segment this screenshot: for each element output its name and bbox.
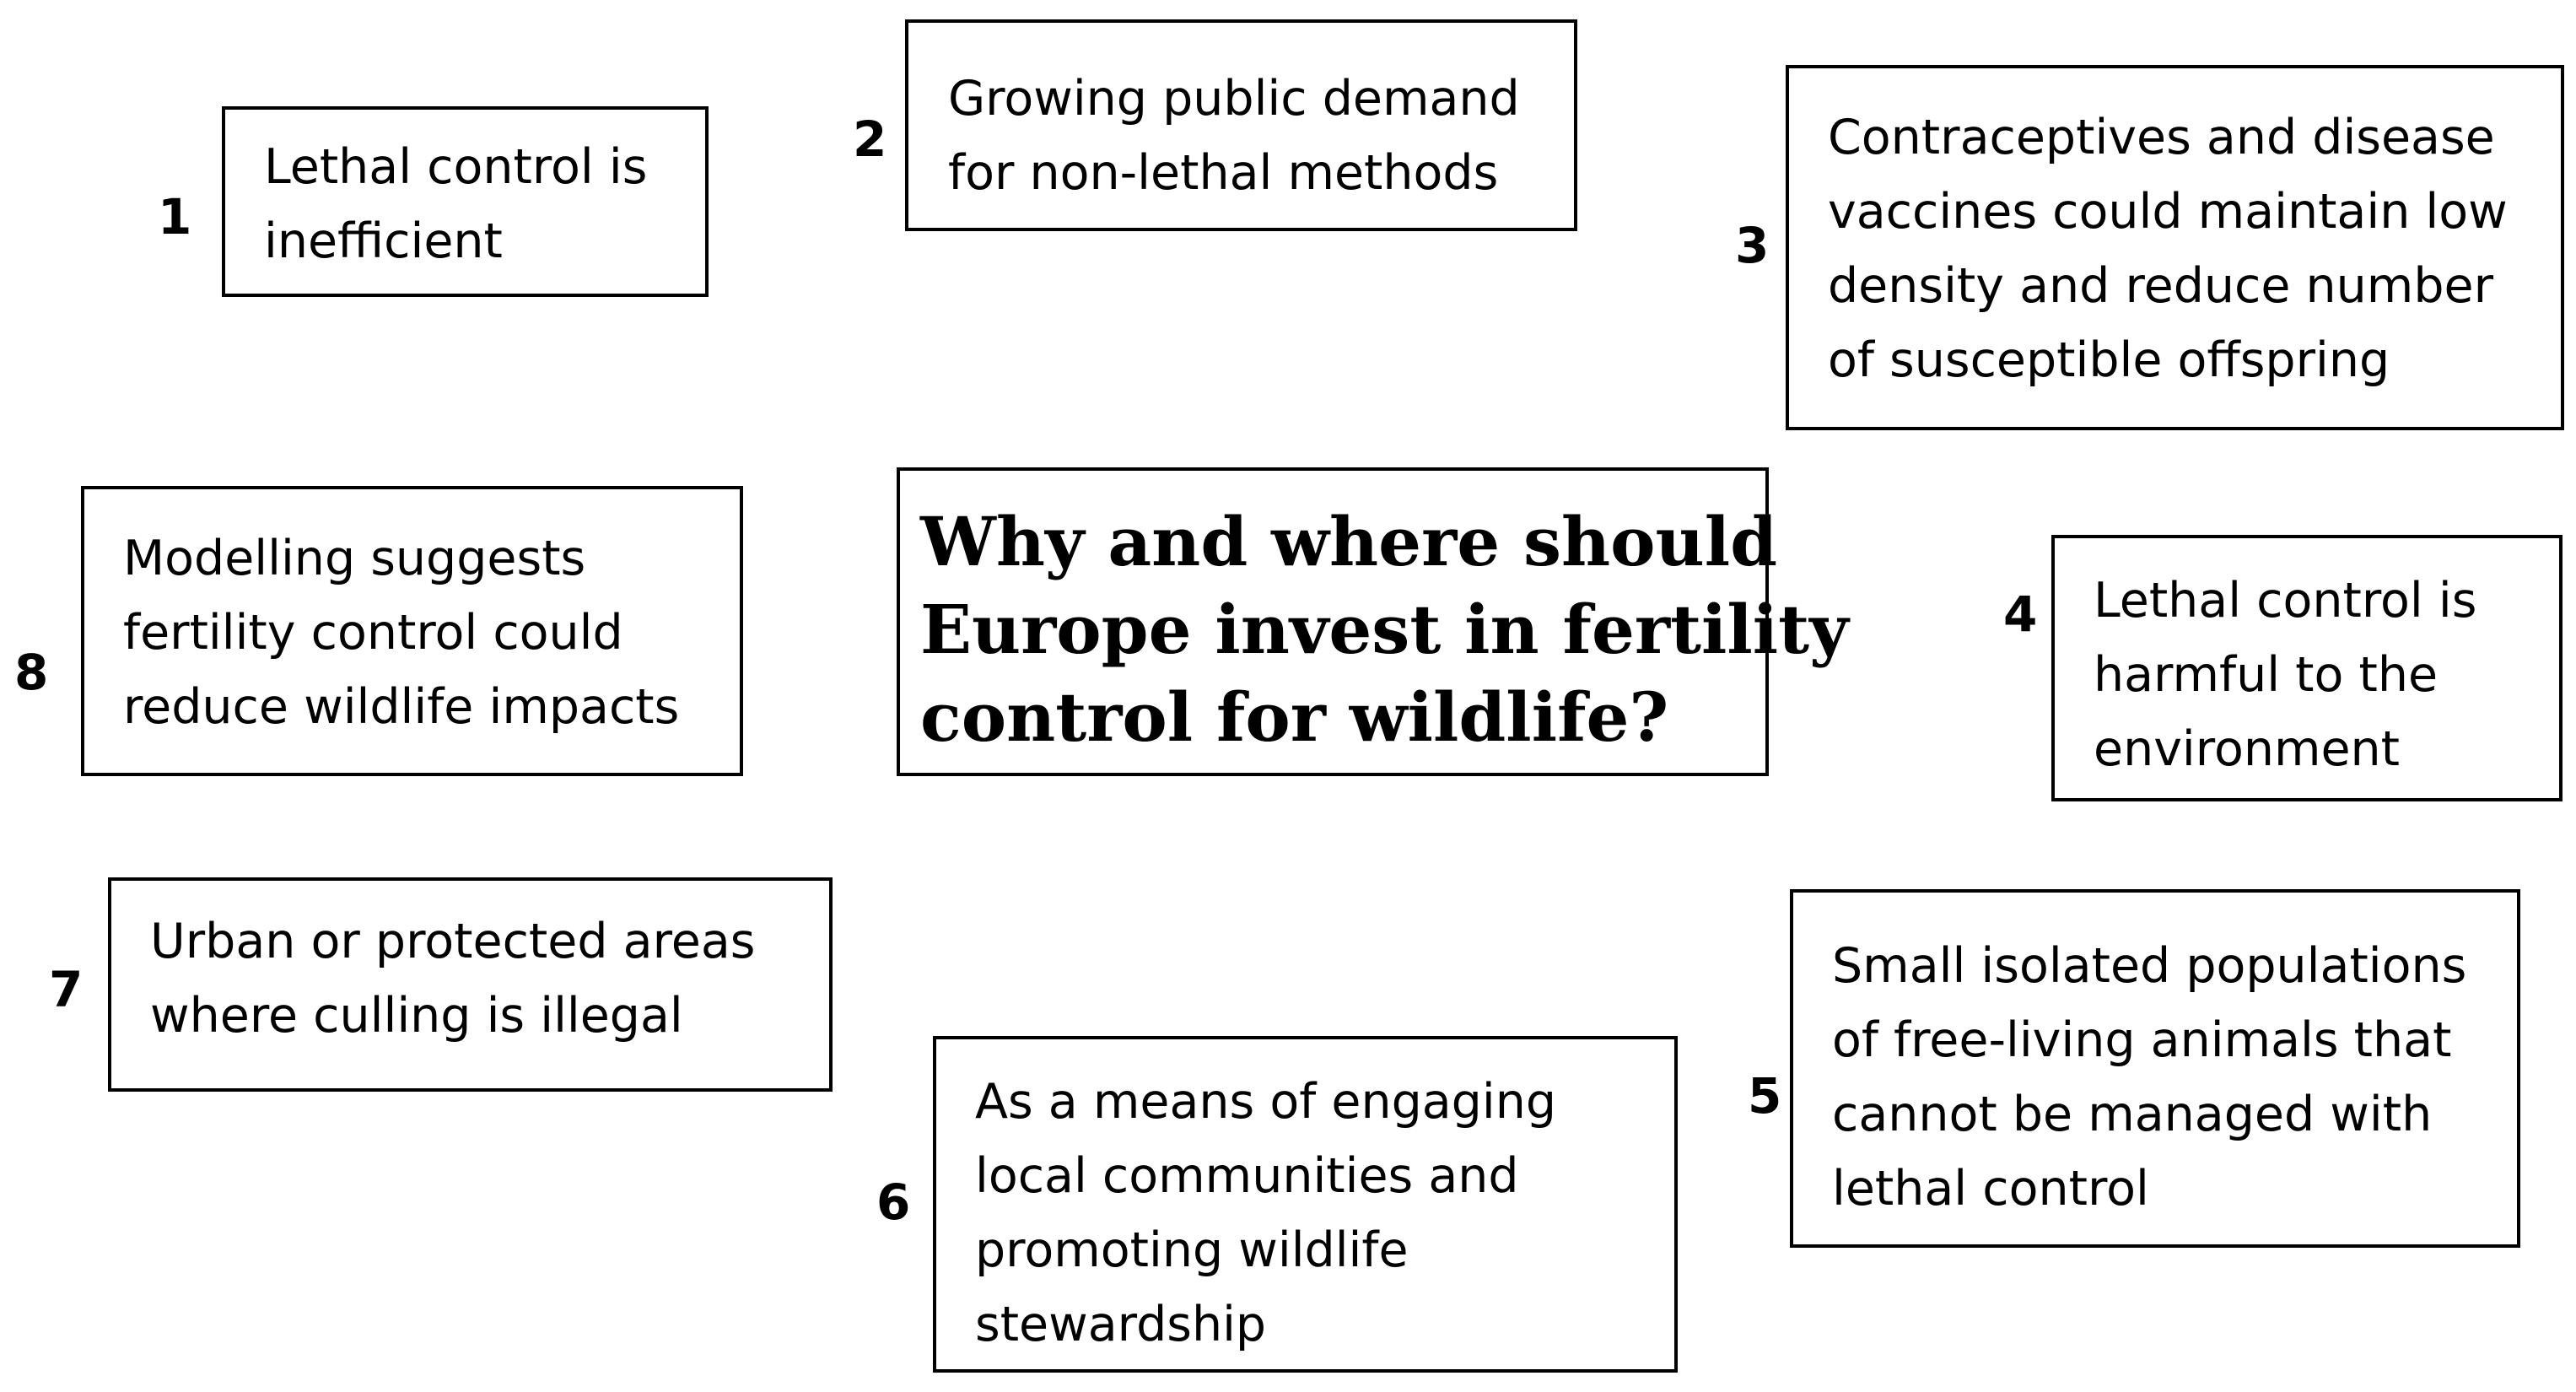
- item-2-line-1: Growing public demand: [948, 71, 1520, 127]
- item-2-line-2: for non-lethal methods: [948, 145, 1499, 201]
- central-question-line-1: Why and where should: [920, 502, 1778, 581]
- item-7-box: [108, 877, 833, 1092]
- item-5-line-3: cannot be managed with: [1832, 1087, 2433, 1142]
- item-1-line-1: Lethal control is: [264, 139, 648, 195]
- item-4-number: 4: [2003, 585, 2038, 643]
- item-8-number: 8: [14, 644, 49, 701]
- item-8-line-3: reduce wildlife impacts: [123, 679, 680, 735]
- item-4-line-3: environment: [2094, 721, 2401, 777]
- item-1-number: 1: [158, 188, 192, 245]
- item-7-number: 7: [49, 961, 84, 1018]
- item-3-box: [1786, 65, 2564, 430]
- item-6-line-2: local communities and: [975, 1148, 1519, 1204]
- item-5-line-4: lethal control: [1832, 1161, 2149, 1217]
- item-8-line-1: Modelling suggests: [123, 531, 586, 586]
- item-4-line-1: Lethal control is: [2094, 573, 2477, 629]
- item-5-number: 5: [1748, 1067, 1782, 1125]
- item-7-line-1: Urban or protected areas: [150, 914, 756, 969]
- item-6-box: [933, 1036, 1678, 1373]
- central-question-line-3: control for wildlife?: [920, 677, 1669, 757]
- item-6-number: 6: [876, 1173, 911, 1231]
- central-question-box: [897, 467, 1849, 776]
- item-3-number: 3: [1735, 217, 1770, 274]
- item-5-box: [1790, 889, 2520, 1248]
- item-8-box: [81, 486, 743, 776]
- item-4-box: [2051, 535, 2563, 801]
- item-2-box: [905, 19, 1577, 231]
- item-6-line-4: stewardship: [975, 1297, 1267, 1352]
- item-5-line-1: Small isolated populations: [1832, 938, 2467, 994]
- item-2-number: 2: [853, 111, 887, 168]
- item-1-line-2: inefficient: [264, 213, 503, 269]
- item-3-line-2: vaccines could maintain low: [1828, 184, 2508, 240]
- item-3-line-4: of susceptible offspring: [1828, 332, 2390, 388]
- item-4-line-2: harmful to the: [2094, 647, 2439, 703]
- item-5-line-2: of free-living animals that: [1832, 1012, 2452, 1068]
- item-8-line-2: fertility control could: [123, 605, 623, 661]
- item-6-line-3: promoting wildlife: [975, 1222, 1409, 1278]
- item-7-line-2: where culling is illegal: [150, 988, 683, 1044]
- item-6-line-1: As a means of engaging: [975, 1074, 1557, 1130]
- item-3-line-1: Contraceptives and disease: [1828, 110, 2495, 165]
- item-3-line-3: density and reduce number: [1828, 258, 2494, 314]
- item-1-box: [222, 106, 709, 297]
- central-question-line-2: Europe invest in fertility: [920, 590, 1849, 669]
